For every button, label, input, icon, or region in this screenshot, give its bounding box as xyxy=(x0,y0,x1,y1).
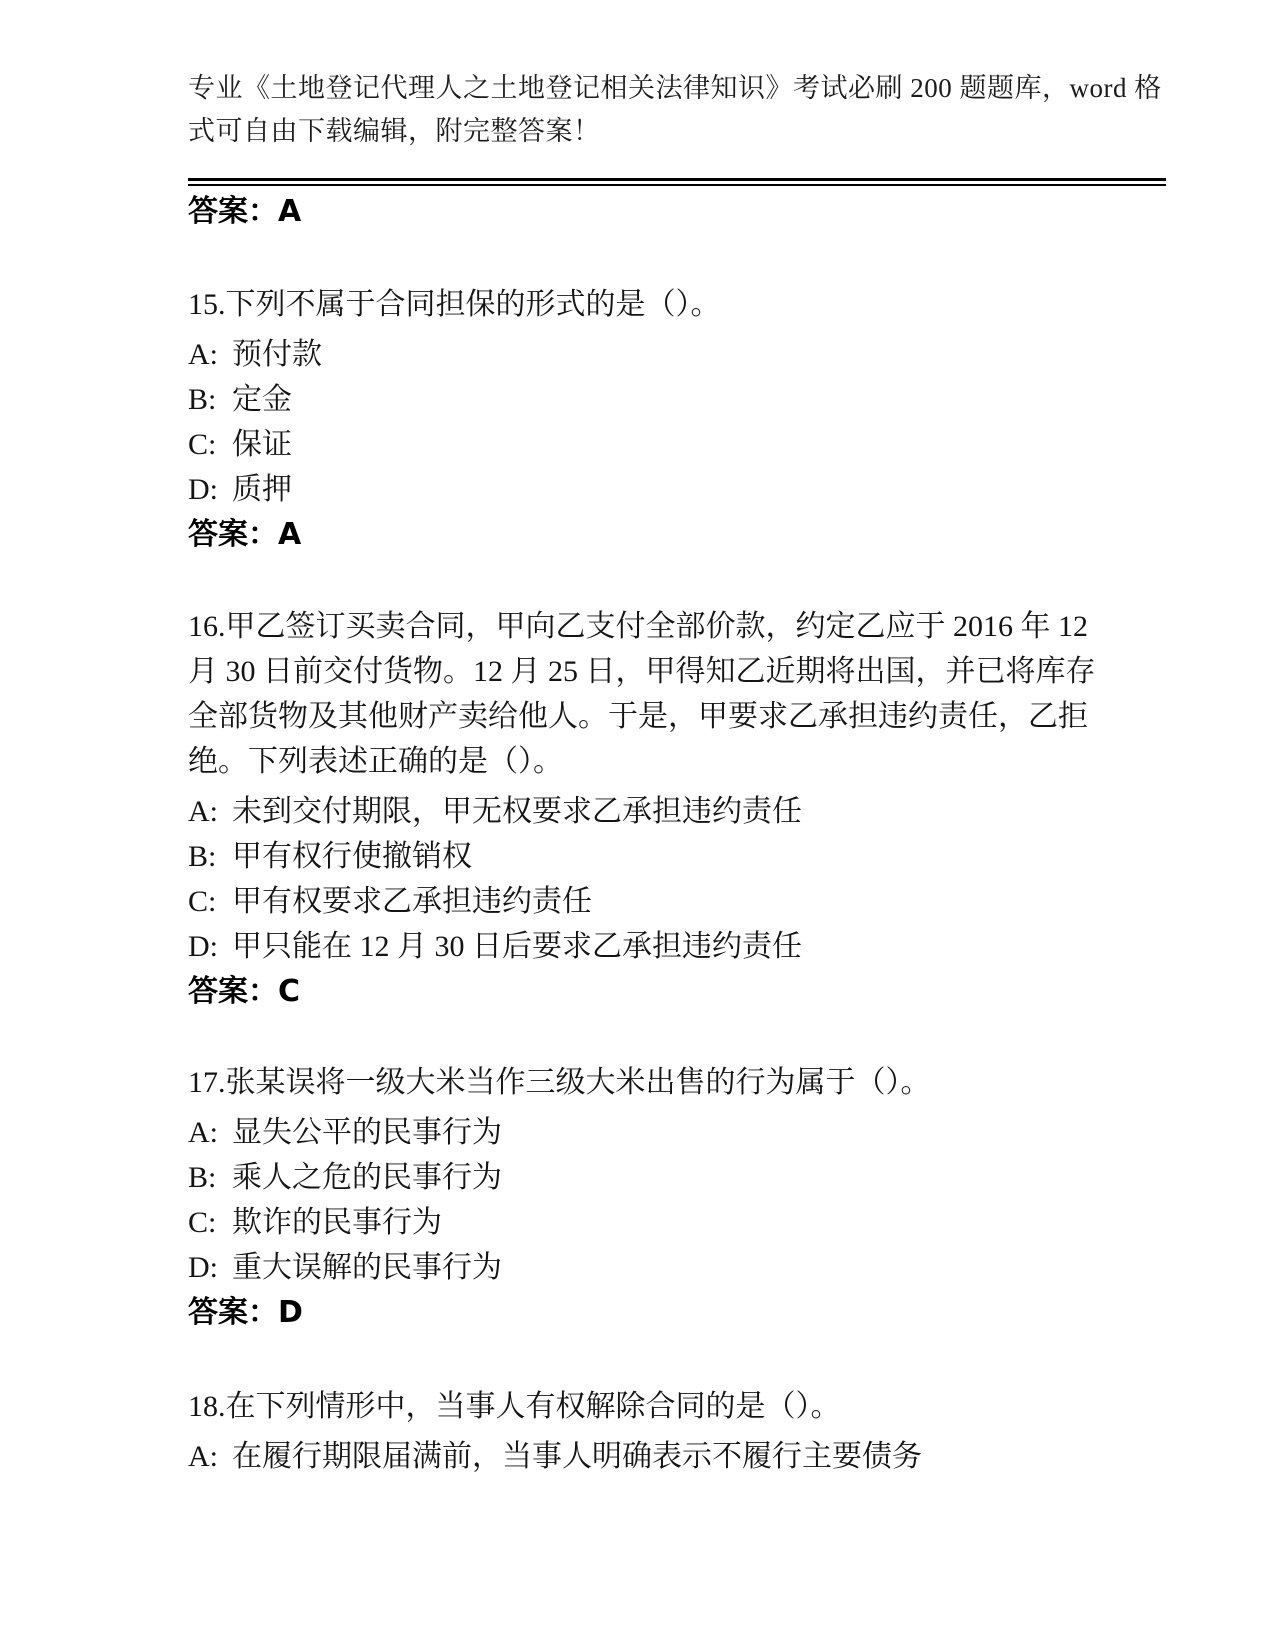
header-note-line2: 式可自由下载编辑，附完整答案！ xyxy=(188,116,601,146)
option-letter: A: xyxy=(188,338,218,371)
options-list xyxy=(188,332,1148,512)
question-block-16 xyxy=(188,604,1148,1014)
option-row-b xyxy=(188,377,1148,422)
option-row-a xyxy=(188,1434,1148,1479)
option-row-b xyxy=(188,834,1148,879)
option-letter: A: xyxy=(188,1116,218,1149)
option-text: 欺诈的民事行为 xyxy=(232,1206,442,1239)
question-block-15 xyxy=(188,282,1148,557)
option-row-c xyxy=(188,879,1148,924)
option-letter: B: xyxy=(188,1161,217,1194)
question-text-line: 月 30 日前交付货物。12 月 25 日，甲得知乙近期将出国，并已将库存 xyxy=(188,655,1096,688)
answer-line xyxy=(188,1290,1148,1335)
question-block-18 xyxy=(188,1384,1148,1479)
option-row-a xyxy=(188,332,1148,377)
answer-label: 答案： xyxy=(188,974,278,1009)
option-row-c xyxy=(188,422,1148,467)
option-row-d xyxy=(188,1245,1148,1290)
option-text: 甲有权要求乙承担违约责任 xyxy=(232,885,592,918)
option-text: 在履行期限届满前，当事人明确表示不履行主要债务 xyxy=(232,1440,922,1473)
question-text-line: 16.甲乙签订买卖合同，甲向乙支付全部价款，约定乙应于 2016 年 12 xyxy=(188,610,1088,643)
option-text: 显失公平的民事行为 xyxy=(232,1116,502,1149)
question-text: 15.下列不属于合同担保的形式的是（）。 xyxy=(188,288,721,321)
answer-value: C xyxy=(278,974,301,1009)
option-text: 质押 xyxy=(232,473,292,506)
answer-line-previous-question xyxy=(188,189,301,234)
option-text: 重大误解的民事行为 xyxy=(232,1251,502,1284)
option-letter: D: xyxy=(188,1251,218,1284)
options-list xyxy=(188,1434,1148,1479)
option-letter: A: xyxy=(188,1440,218,1473)
header-rule xyxy=(188,178,1166,186)
question-text: 18.在下列情形中，当事人有权解除合同的是（）。 xyxy=(188,1390,841,1423)
answer-value: A xyxy=(278,194,302,229)
answer-line xyxy=(188,512,1148,557)
header-note-line1: 专业《土地登记代理人之土地登记相关法律知识》考试必刷 200 题题库，word 格 xyxy=(188,73,1162,103)
answer-label: 答案： xyxy=(188,517,278,552)
option-row-a xyxy=(188,1110,1148,1155)
answer-label: 答案： xyxy=(188,194,278,229)
question-text-line: 绝。下列表述正确的是（）。 xyxy=(188,745,563,778)
option-text: 未到交付期限，甲无权要求乙承担违约责任 xyxy=(232,795,802,828)
option-letter: B: xyxy=(188,383,217,416)
option-letter: C: xyxy=(188,428,217,461)
option-letter: D: xyxy=(188,473,218,506)
option-row-d xyxy=(188,467,1148,512)
answer-value: D xyxy=(278,1295,303,1330)
answer-line xyxy=(188,969,1148,1014)
option-text: 保证 xyxy=(232,428,292,461)
option-row-d xyxy=(188,924,1148,969)
question-text-line: 全部货物及其他财产卖给他人。于是，甲要求乙承担违约责任，乙拒 xyxy=(188,700,1088,733)
header-note xyxy=(188,67,1162,153)
option-letter: C: xyxy=(188,1206,217,1239)
option-text: 甲有权行使撤销权 xyxy=(232,840,472,873)
option-text: 定金 xyxy=(232,383,292,416)
question-block-17 xyxy=(188,1060,1148,1335)
option-letter: C: xyxy=(188,885,217,918)
answer-label: 答案： xyxy=(188,1295,278,1330)
option-row-b xyxy=(188,1155,1148,1200)
option-row-a xyxy=(188,789,1148,834)
option-letter: D: xyxy=(188,930,218,963)
option-text: 乘人之危的民事行为 xyxy=(232,1161,502,1194)
options-list xyxy=(188,789,1148,969)
question-text: 17.张某误将一级大米当作三级大米出售的行为属于（）。 xyxy=(188,1066,931,1099)
options-list xyxy=(188,1110,1148,1290)
answer-value: A xyxy=(278,517,302,552)
option-letter: B: xyxy=(188,840,217,873)
option-letter: A: xyxy=(188,795,218,828)
option-text: 预付款 xyxy=(232,338,322,371)
option-row-c xyxy=(188,1200,1148,1245)
option-text: 甲只能在 12 月 30 日后要求乙承担违约责任 xyxy=(232,930,802,963)
